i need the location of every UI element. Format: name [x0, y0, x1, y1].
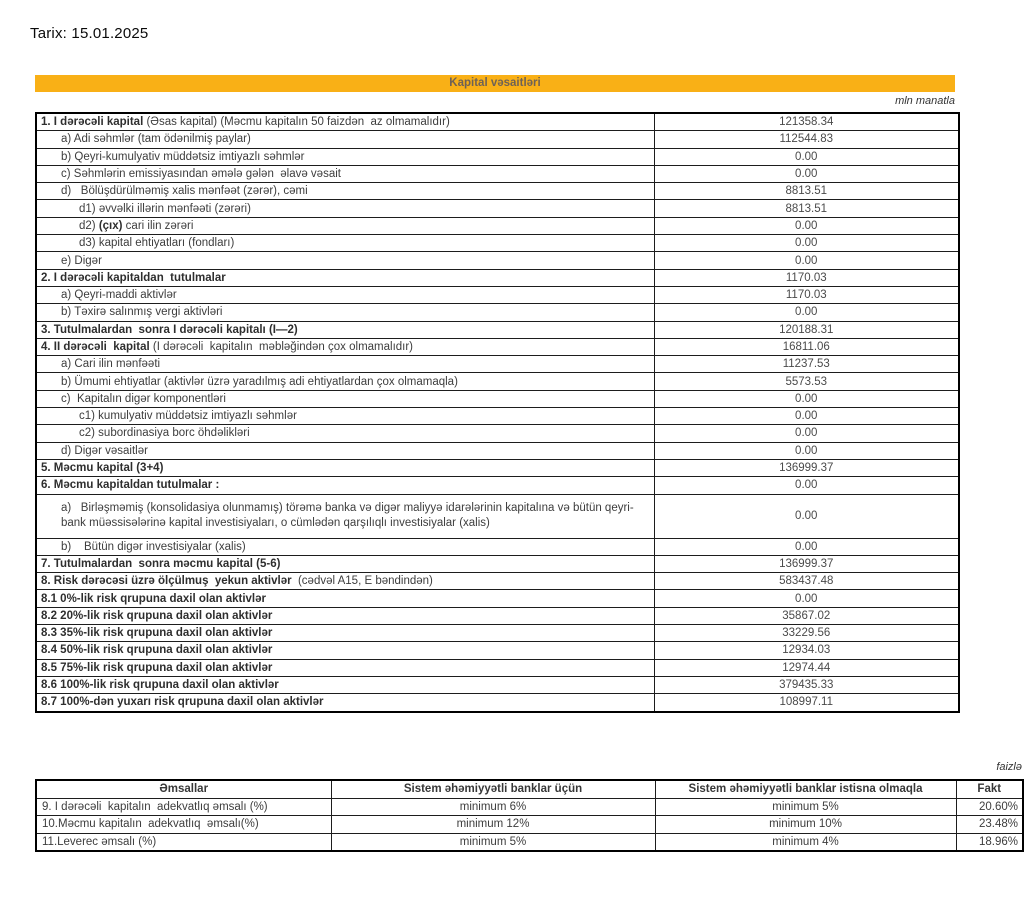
ratio-non-system-banks-value: minimum 4%	[655, 833, 956, 851]
row-value: 0.00	[654, 252, 959, 269]
row-value: 16811.06	[654, 338, 959, 355]
ratio-fakt-value: 18.96%	[956, 833, 1023, 851]
row-label	[36, 676, 654, 693]
table-row	[36, 148, 959, 165]
table-row	[36, 642, 959, 659]
row-label	[36, 538, 654, 555]
row-label-bold: 8.4 50%-lik risk qrupuna daxil olan aktivlər	[41, 644, 273, 657]
row-label-bold: 7. Tutulmalardan sonra məcmu kapital (5-6)	[41, 557, 281, 570]
table-row	[36, 217, 959, 234]
unit-note-mln-manatla: mln manatla	[895, 95, 955, 107]
row-label-bold: 8. Risk dərəcəsi üzrə ölçülmuş yekun aktivlər	[41, 575, 292, 588]
row-label	[36, 607, 654, 624]
row-label	[36, 321, 654, 338]
section-title: Kapital vəsaitləri	[449, 77, 541, 89]
row-label-bold: 3. Tutulmalardan sonra I dərəcəli kapitalı (I—2)	[41, 323, 298, 336]
row-value: 12934.03	[654, 642, 959, 659]
row-label	[36, 477, 654, 494]
table-row	[36, 252, 959, 269]
row-value: 0.00	[654, 304, 959, 321]
ratio-header-row	[36, 780, 1023, 798]
row-label	[36, 573, 654, 590]
row-label	[36, 625, 654, 642]
row-label-text: e) Digər	[61, 254, 102, 267]
row-label	[36, 590, 654, 607]
table-row	[36, 373, 959, 390]
row-label-bold: 8.2 20%-lik risk qrupuna daxil olan aktivlər	[41, 609, 273, 622]
ratio-label: 9. I dərəcəli kapitalın adekvatlıq əmsalı (%)	[36, 798, 331, 816]
row-label	[36, 408, 654, 425]
row-label	[36, 494, 654, 538]
row-value: 121358.34	[654, 113, 959, 131]
row-label	[36, 373, 654, 390]
table-row	[36, 183, 959, 200]
row-label-bold: 2. I dərəcəli kapitaldan tutulmalar	[41, 271, 226, 284]
table-row	[36, 538, 959, 555]
table-row	[36, 200, 959, 217]
row-value: 33229.56	[654, 625, 959, 642]
row-label-text: (Əsas kapital) (Məcmu kapitalın 50 faizdən az olmamalıdır)	[143, 116, 450, 129]
row-value: 0.00	[654, 235, 959, 252]
row-label	[36, 659, 654, 676]
table-row	[36, 607, 959, 624]
row-label-text: (I dərəcəli kapitalın məbləğindən çox olmamalıdır)	[149, 341, 414, 353]
row-label-text: c1) kumulyativ müddətsiz imtiyazlı səhmlər	[79, 410, 297, 423]
row-label-bold: 8.6 100%-lik risk qrupuna daxil olan aktivlər	[41, 679, 279, 692]
table-row	[36, 659, 959, 676]
row-label	[36, 338, 654, 355]
row-label	[36, 252, 654, 269]
capital-table	[35, 112, 960, 713]
row-label	[36, 217, 654, 234]
ratio-row	[36, 816, 1023, 834]
row-label	[36, 183, 654, 200]
table-row	[36, 694, 959, 712]
row-label-text: c2) subordinasiya borc öhdəlikləri	[79, 427, 250, 440]
ratio-row	[36, 833, 1023, 851]
column-header-fakt: Fakt	[956, 780, 1023, 798]
row-value: 12974.44	[654, 659, 959, 676]
row-label	[36, 200, 654, 217]
ratio-system-banks-value: minimum 5%	[331, 833, 655, 851]
row-label-bold: 4. II dərəcəli kapital	[41, 341, 150, 353]
table-row	[36, 304, 959, 321]
row-value: 0.00	[654, 408, 959, 425]
ratio-table	[35, 779, 1024, 852]
table-row	[36, 321, 959, 338]
table-row	[36, 573, 959, 590]
row-label-text: a) Birləşməmiş (konsolidasiya olunmamış) törəmə banka və digər maliyyə idarələrinin kapitalına və bütün qeyri-bank müəssisələrinə kapital investisiyaları, o cümlədən qarşılıqlı investisiyalar (xalis)	[61, 501, 634, 530]
ratio-non-system-banks-value: minimum 5%	[655, 798, 956, 816]
row-label-text: d2)	[79, 219, 99, 232]
row-label	[36, 165, 654, 182]
row-value: 0.00	[654, 165, 959, 182]
table-row	[36, 625, 959, 642]
row-label	[36, 148, 654, 165]
row-label-text: b) Qeyri-kumulyativ müddətsiz imtiyazlı səhmlər	[61, 150, 305, 163]
ratio-fakt-value: 20.60%	[956, 798, 1023, 816]
row-value: 1170.03	[654, 269, 959, 286]
table-row	[36, 676, 959, 693]
ratio-table-body	[36, 798, 1023, 851]
row-value: 0.00	[654, 538, 959, 555]
row-value: 0.00	[654, 217, 959, 234]
row-label	[36, 235, 654, 252]
table-row	[36, 131, 959, 148]
row-label-text: d) Bölüşdürülməmiş xalis mənfəət (zərər), cəmi	[61, 185, 308, 198]
ratio-non-system-banks-value: minimum 10%	[655, 816, 956, 834]
row-value: 0.00	[654, 590, 959, 607]
ratio-row	[36, 798, 1023, 816]
table-row	[36, 338, 959, 355]
row-label	[36, 459, 654, 476]
row-value: 5573.53	[654, 373, 959, 390]
row-label-text: d1) əvvəlki illərin mənfəəti (zərəri)	[79, 202, 251, 215]
row-label	[36, 304, 654, 321]
table-row	[36, 477, 959, 494]
row-label-bold: (çıx)	[98, 219, 123, 232]
row-value: 8813.51	[654, 200, 959, 217]
table-row	[36, 113, 959, 131]
unit-note-faizle: faizlə	[996, 761, 1022, 773]
row-label-text: b) Bütün digər investisiyalar (xalis)	[61, 540, 246, 553]
row-label-text: b) Ümumi ehtiyatlar (aktivlər üzrə yaradılmış adi ehtiyatlardan çox olmamaqla)	[61, 375, 458, 388]
table-row	[36, 494, 959, 538]
row-label	[36, 555, 654, 572]
table-row	[36, 286, 959, 303]
row-value: 8813.51	[654, 183, 959, 200]
row-value: 0.00	[654, 494, 959, 538]
column-header-non-system-banks: Sistem əhəmiyyətli banklar istisna olmaqla	[655, 780, 956, 798]
row-label	[36, 390, 654, 407]
row-label-text: a) Adi səhmlər (tam ödənilmiş paylar)	[61, 133, 251, 146]
row-value: 108997.11	[654, 694, 959, 712]
row-label	[36, 442, 654, 459]
table-row	[36, 356, 959, 373]
table-row	[36, 235, 959, 252]
column-header-emsallar: Əmsallar	[36, 780, 331, 798]
row-label-bold: 8.5 75%-lik risk qrupuna daxil olan aktivlər	[41, 661, 273, 674]
row-label-bold: 8.7 100%-dən yuxarı risk qrupuna daxil olan aktivlər	[41, 696, 324, 709]
row-value: 0.00	[654, 425, 959, 442]
row-label-text: c) Kapitalın digər komponentləri	[61, 392, 226, 405]
row-value: 136999.37	[654, 459, 959, 476]
row-label-bold: 8.3 35%-lik risk qrupuna daxil olan aktivlər	[41, 627, 273, 640]
row-label-bold: 6. Məcmu kapitaldan tutulmalar :	[41, 479, 220, 492]
row-label	[36, 269, 654, 286]
row-label-text: c) Səhmlərin emissiyasından əmələ gələn əlavə vəsait	[61, 168, 341, 181]
row-label-text: (cədvəl A15, E bəndindən)	[291, 575, 433, 588]
row-label-text: a) Qeyri-maddi aktivlər	[61, 289, 177, 302]
row-label-bold: 5. Məcmu kapital (3+4)	[41, 462, 164, 475]
row-value: 0.00	[654, 442, 959, 459]
table-row	[36, 555, 959, 572]
row-value: 0.00	[654, 148, 959, 165]
table-row	[36, 269, 959, 286]
row-label-text: cari ilin zərəri	[122, 219, 194, 232]
table-row	[36, 390, 959, 407]
row-label-text: d) Digər vəsaitlər	[61, 444, 148, 457]
row-label	[36, 642, 654, 659]
row-value: 583437.48	[654, 573, 959, 590]
row-value: 0.00	[654, 390, 959, 407]
table-row	[36, 442, 959, 459]
row-value: 120188.31	[654, 321, 959, 338]
ratio-label: 10.Məcmu kapitalın adekvatlıq əmsalı(%)	[36, 816, 331, 834]
row-label-bold: 1. I dərəcəli kapital	[41, 116, 144, 129]
row-label	[36, 425, 654, 442]
row-value: 136999.37	[654, 555, 959, 572]
row-value: 11237.53	[654, 356, 959, 373]
row-label-text: b) Təxirə salınmış vergi aktivləri	[61, 306, 223, 319]
ratio-label: 11.Leverec əmsalı (%)	[36, 833, 331, 851]
row-label	[36, 694, 654, 712]
row-label-text: a) Cari ilin mənfəəti	[61, 358, 161, 371]
row-label	[36, 113, 654, 131]
capital-table-body	[36, 113, 959, 712]
row-value: 35867.02	[654, 607, 959, 624]
row-value: 0.00	[654, 477, 959, 494]
row-label	[36, 131, 654, 148]
row-label-bold: 8.1 0%-lik risk qrupuna daxil olan aktivlər	[41, 592, 266, 605]
ratio-system-banks-value: minimum 12%	[331, 816, 655, 834]
row-value: 1170.03	[654, 286, 959, 303]
row-label-text: d3) kapital ehtiyatları (fondları)	[79, 237, 235, 250]
report-date: Tarix: 15.01.2025	[30, 25, 149, 42]
row-value: 112544.83	[654, 131, 959, 148]
table-row	[36, 425, 959, 442]
row-value: 379435.33	[654, 676, 959, 693]
ratio-fakt-value: 23.48%	[956, 816, 1023, 834]
row-label	[36, 286, 654, 303]
table-row	[36, 459, 959, 476]
table-row	[36, 590, 959, 607]
column-header-system-banks: Sistem əhəmiyyətli banklar üçün	[331, 780, 655, 798]
table-row	[36, 408, 959, 425]
section-title-bar	[35, 75, 955, 92]
ratio-system-banks-value: minimum 6%	[331, 798, 655, 816]
row-label	[36, 356, 654, 373]
table-row	[36, 165, 959, 182]
